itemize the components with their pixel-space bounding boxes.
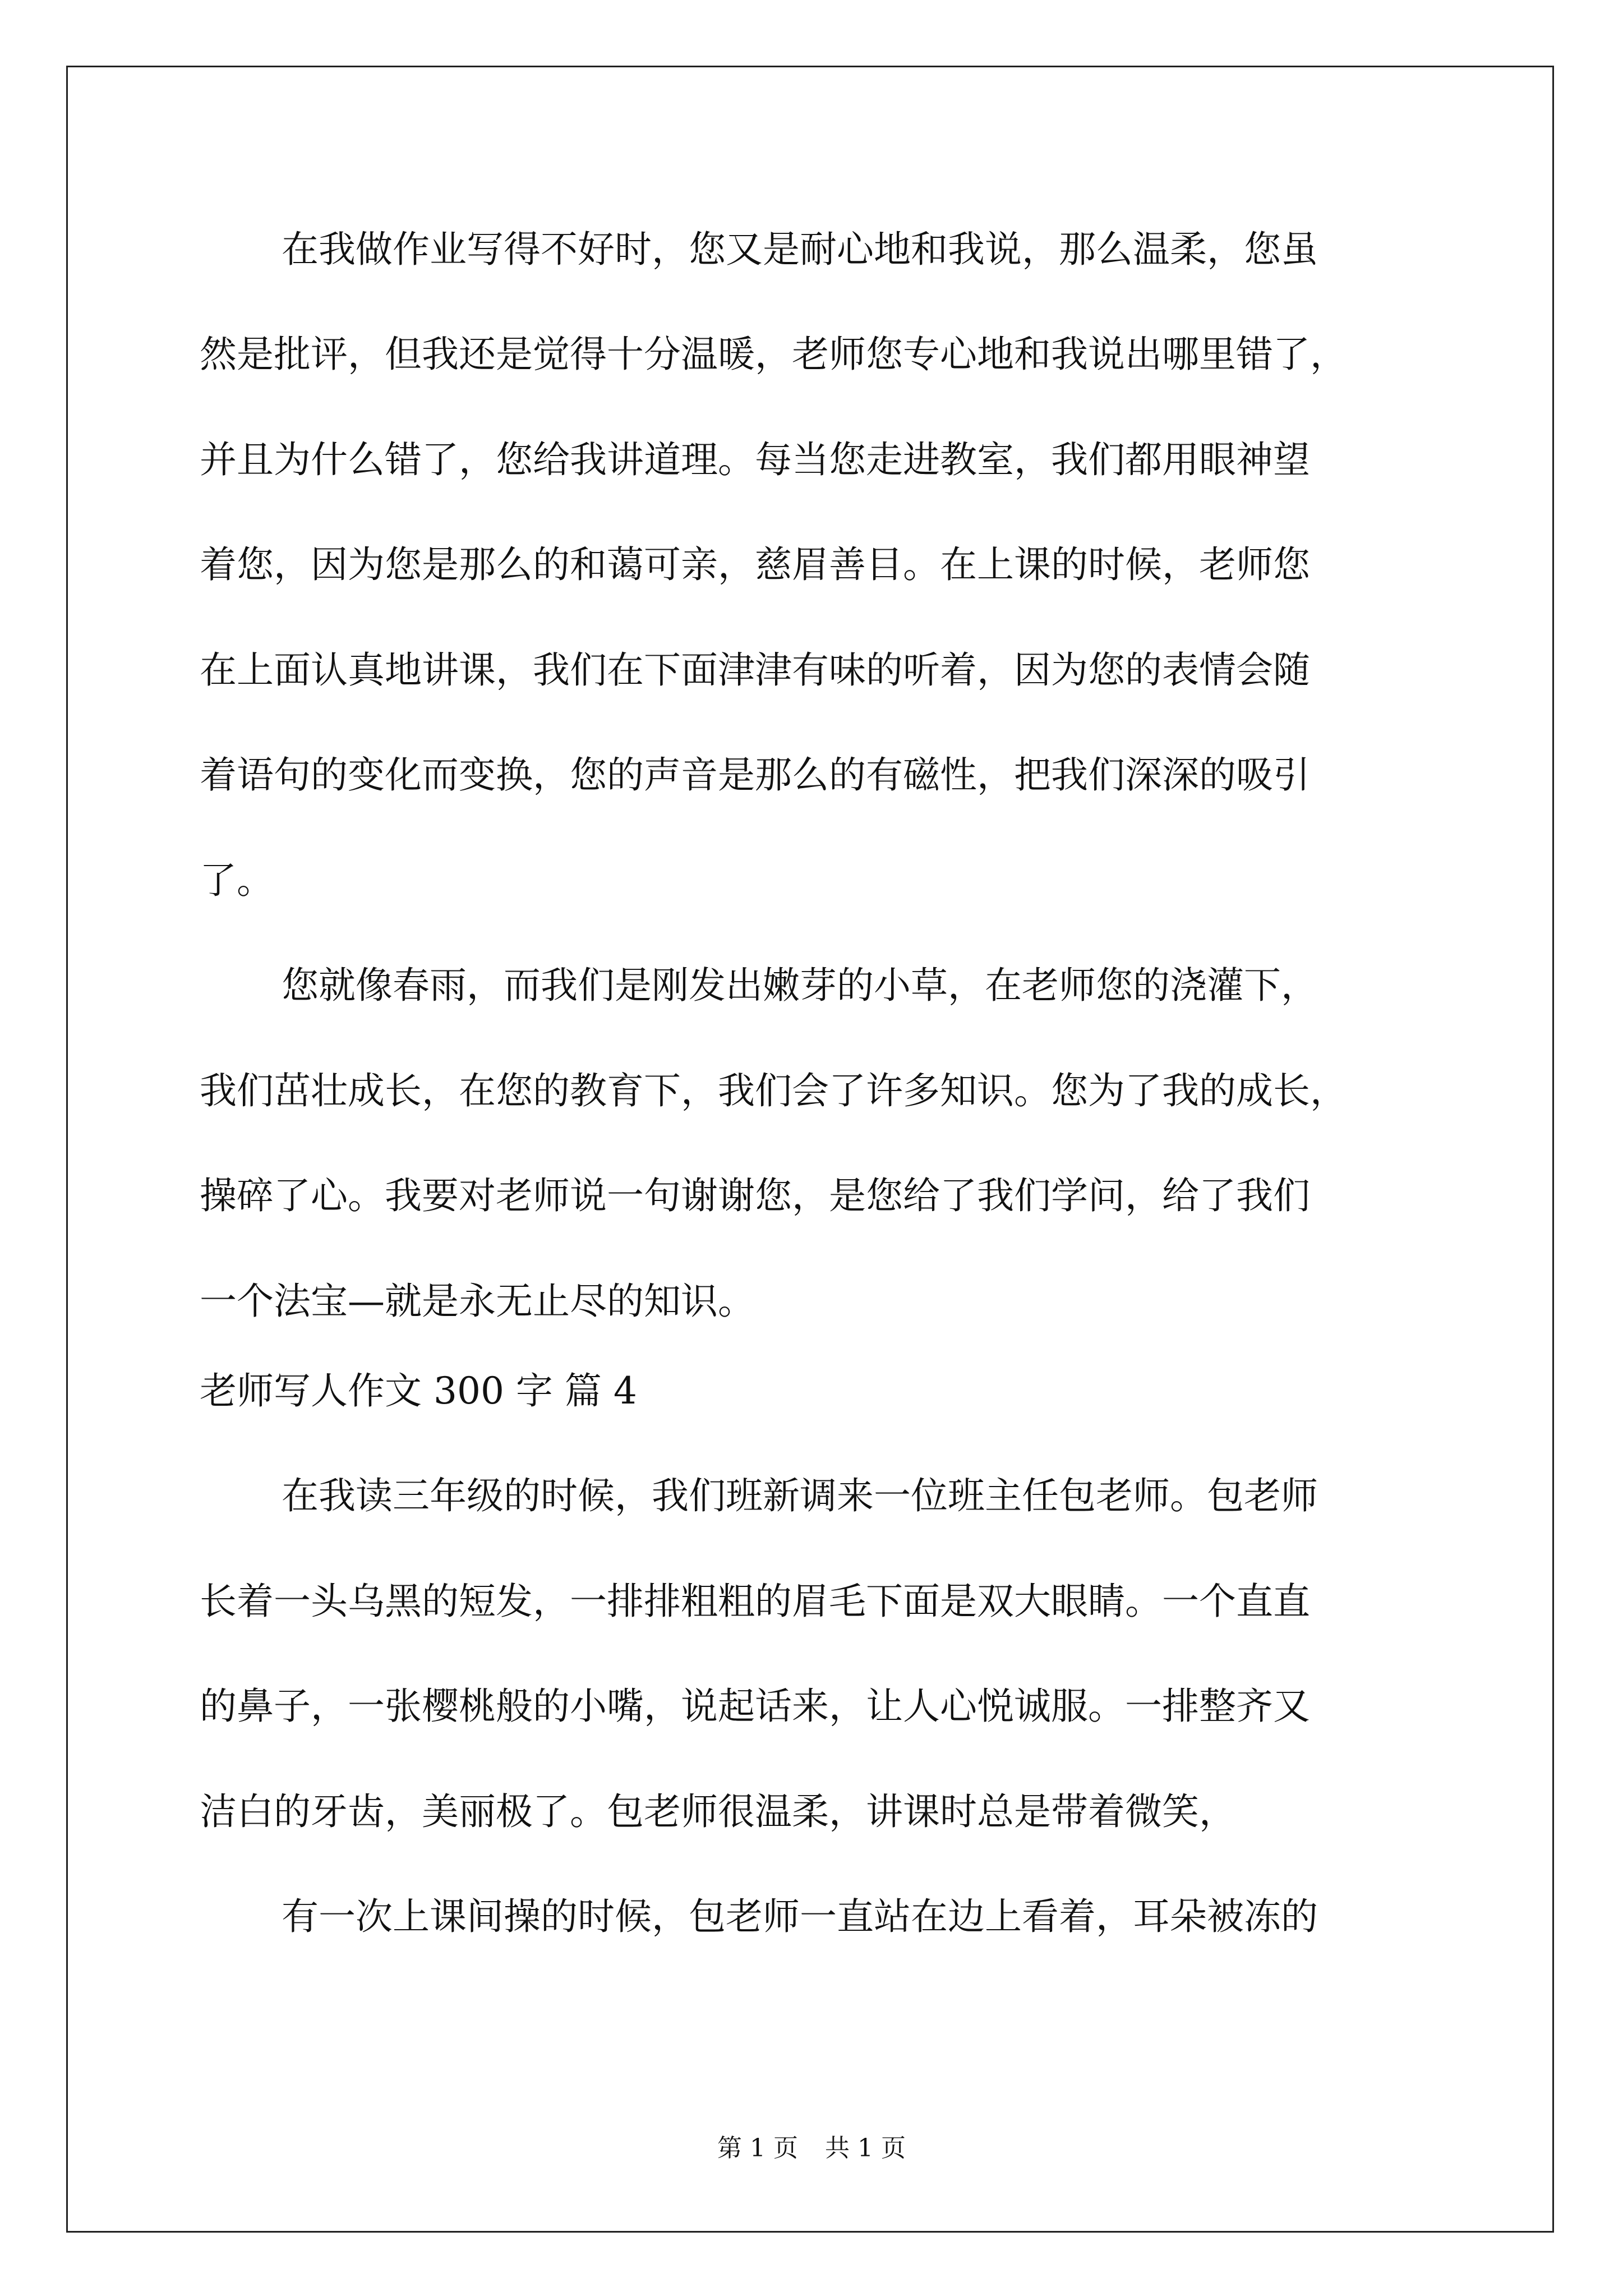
page-total: 共 1 页 [825, 2134, 906, 2162]
text-line: 有一次上课间操的时候，包老师一直站在边上看着，耳朵被冻的 [282, 1895, 1318, 1938]
text-line: 了。 [200, 859, 274, 902]
text-line: 您就像春雨，而我们是刚发出嫩芽的小草，在老师您的浇灌下， [282, 964, 1318, 1007]
text-line: 并且为什么错了，您给我讲道理。每当您走进教室，我们都用眼神望 [200, 438, 1310, 481]
text-line: 洁白的牙齿，美丽极了。包老师很温柔，讲课时总是带着微笑， [200, 1790, 1236, 1833]
page-footer [0, 2133, 1623, 2164]
text-line: 在我做作业写得不好时，您又是耐心地和我说，那么温柔，您虽 [282, 228, 1318, 271]
text-line: 着您，因为您是那么的和蔼可亲，慈眉善目。在上课的时候，老师您 [200, 543, 1310, 586]
text-line: 的鼻子，一张樱桃般的小嘴，说起话来，让人心悦诚服。一排整齐又 [200, 1685, 1310, 1728]
section-heading: 老师写人作文 300 字 篇 4 [200, 1369, 637, 1412]
page-number: 第 1 页 [717, 2134, 798, 2162]
text-line: 一个法宝—就是永无止尽的知识。 [200, 1280, 755, 1323]
text-line: 操碎了心。我要对老师说一句谢谢您，是您给了我们学问，给了我们 [200, 1174, 1310, 1217]
text-line: 然是批评，但我还是觉得十分温暖，老师您专心地和我说出哪里错了， [200, 333, 1347, 376]
text-line: 在上面认真地讲课，我们在下面津津有味的听着，因为您的表情会随 [200, 648, 1310, 692]
text-line: 长着一头乌黑的短发，一排排粗粗的眉毛下面是双大眼睛。一个直直 [200, 1580, 1310, 1623]
text-line: 我们茁壮成长，在您的教育下，我们会了许多知识。您为了我的成长， [200, 1069, 1347, 1112]
text-line: 着语句的变化而变换，您的声音是那么的有磁性，把我们深深的吸引 [200, 753, 1310, 797]
text-line: 在我读三年级的时候，我们班新调来一位班主任包老师。包老师 [282, 1474, 1318, 1517]
